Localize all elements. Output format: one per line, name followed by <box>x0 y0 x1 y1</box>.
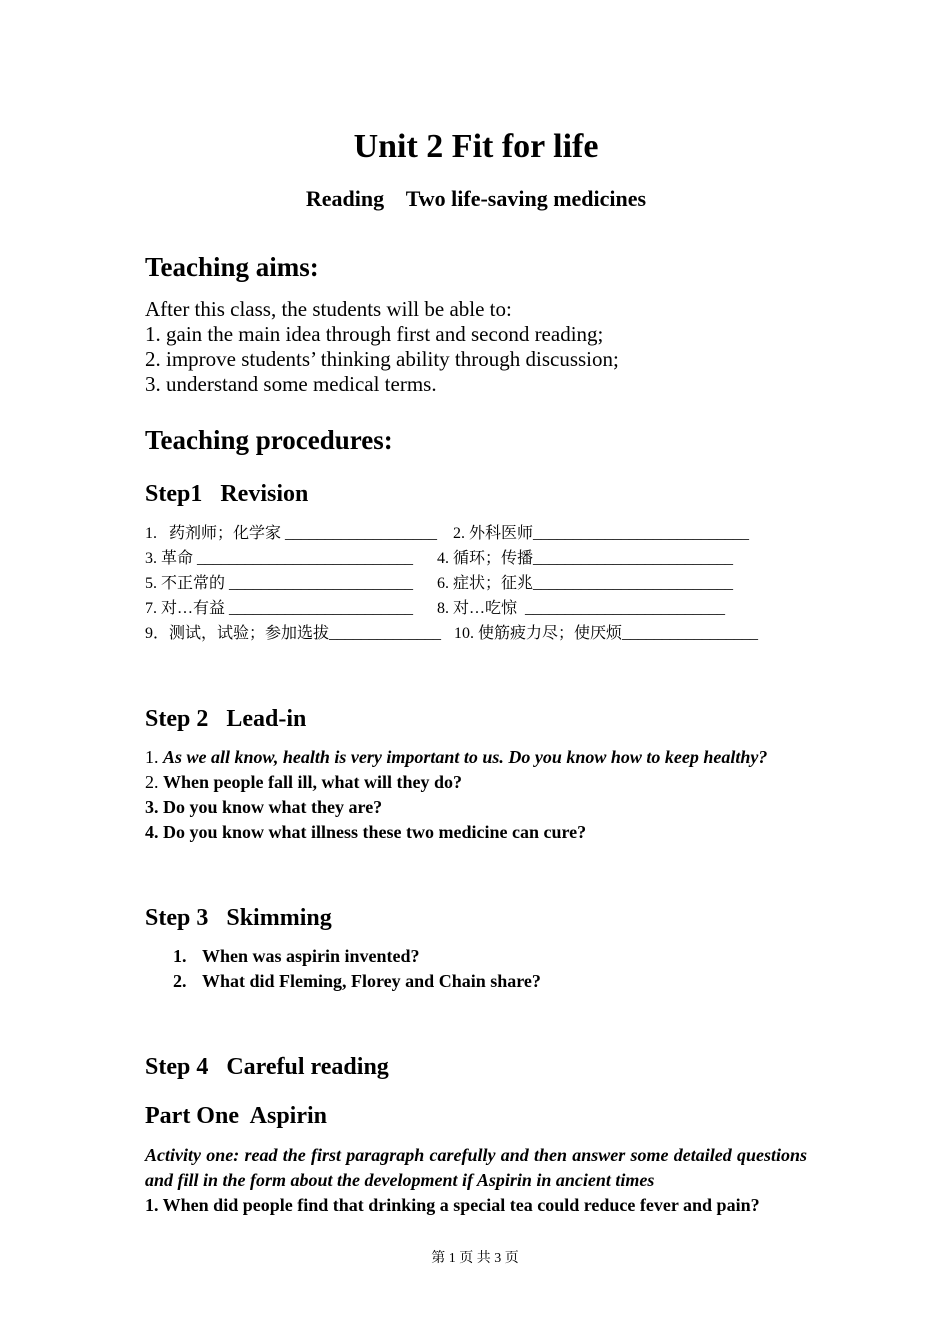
vocab-item: 1. 药剂师；化学家 ___________________ <box>145 525 438 542</box>
revision-vocab-list <box>145 521 807 646</box>
list-item: 2. What did Fleming, Florey and Chain share? <box>173 971 541 991</box>
teaching-aims-list <box>145 297 619 397</box>
teaching-aim-item: 3. understand some medical terms. <box>145 372 437 396</box>
vocab-item: 5. 不正常的 _______________________ <box>145 575 414 592</box>
lead-in-question: 2. When people fall ill, what will they do? <box>145 772 463 792</box>
step1-heading: Step1 Revision <box>145 481 309 507</box>
lead-in-question: 4. Do you know what illness these two medicine can cure? <box>145 822 587 842</box>
step2-heading: Step 2 Lead-in <box>145 706 307 732</box>
page-footer: 第 1 页 共 3 页 <box>431 1251 519 1266</box>
teaching-aim-item: 1. gain the main idea through first and second reading; <box>145 322 604 346</box>
document-subtitle: Reading Two life-saving medicines <box>305 186 647 211</box>
lead-in-question: 1. As we all know, health is very important to us. Do you know how to keep healthy? <box>145 747 768 767</box>
vocab-item: 4. 循环；传播_________________________ <box>437 550 734 567</box>
vocab-row <box>145 521 807 546</box>
document-title: Unit 2 Fit for life <box>353 128 599 165</box>
vocab-row <box>145 571 807 596</box>
lead-in-question: 3. Do you know what they are? <box>145 797 383 817</box>
skimming-questions <box>173 944 541 994</box>
part-one-heading: Part One Aspirin <box>145 1103 328 1129</box>
teaching-aims-intro: After this class, the students will be able to: <box>145 297 512 321</box>
step3-heading: Step 3 Skimming <box>145 905 332 931</box>
vocab-item: 2. 外科医师___________________________ <box>453 525 750 542</box>
vocab-row <box>145 546 807 571</box>
step4-heading: Step 4 Careful reading <box>145 1054 389 1080</box>
teaching-aims-heading: Teaching aims: <box>145 252 319 282</box>
vocab-item: 7. 对…有益 _______________________ <box>145 600 414 617</box>
vocab-row <box>145 596 807 621</box>
teaching-aim-item: 2. improve students’ thinking ability through discussion; <box>145 347 619 371</box>
vocab-item: 10. 使筋疲力尽；使厌烦_________________ <box>454 625 759 642</box>
teaching-procedures-heading: Teaching procedures: <box>145 425 393 455</box>
careful-reading-question: 1. When did people find that drinking a special tea could reduce fever and pain? <box>145 1195 760 1215</box>
vocab-item: 3. 革命 ___________________________ <box>145 550 414 567</box>
vocab-item: 6. 症状；征兆_________________________ <box>437 575 734 592</box>
lead-in-questions <box>145 745 767 845</box>
vocab-item: 8. 对…吃惊 _________________________ <box>437 600 726 617</box>
activity-one-instructions: Activity one: read the first paragraph carefully and then answer some detailed questions and fill in the form about the development if Aspirin in ancient times <box>145 1145 807 1190</box>
vocab-row <box>145 621 807 646</box>
vocab-item: 9．测试，试验；参加选拔______________ <box>145 625 442 642</box>
list-item: 1. When was aspirin invented? <box>173 946 420 966</box>
